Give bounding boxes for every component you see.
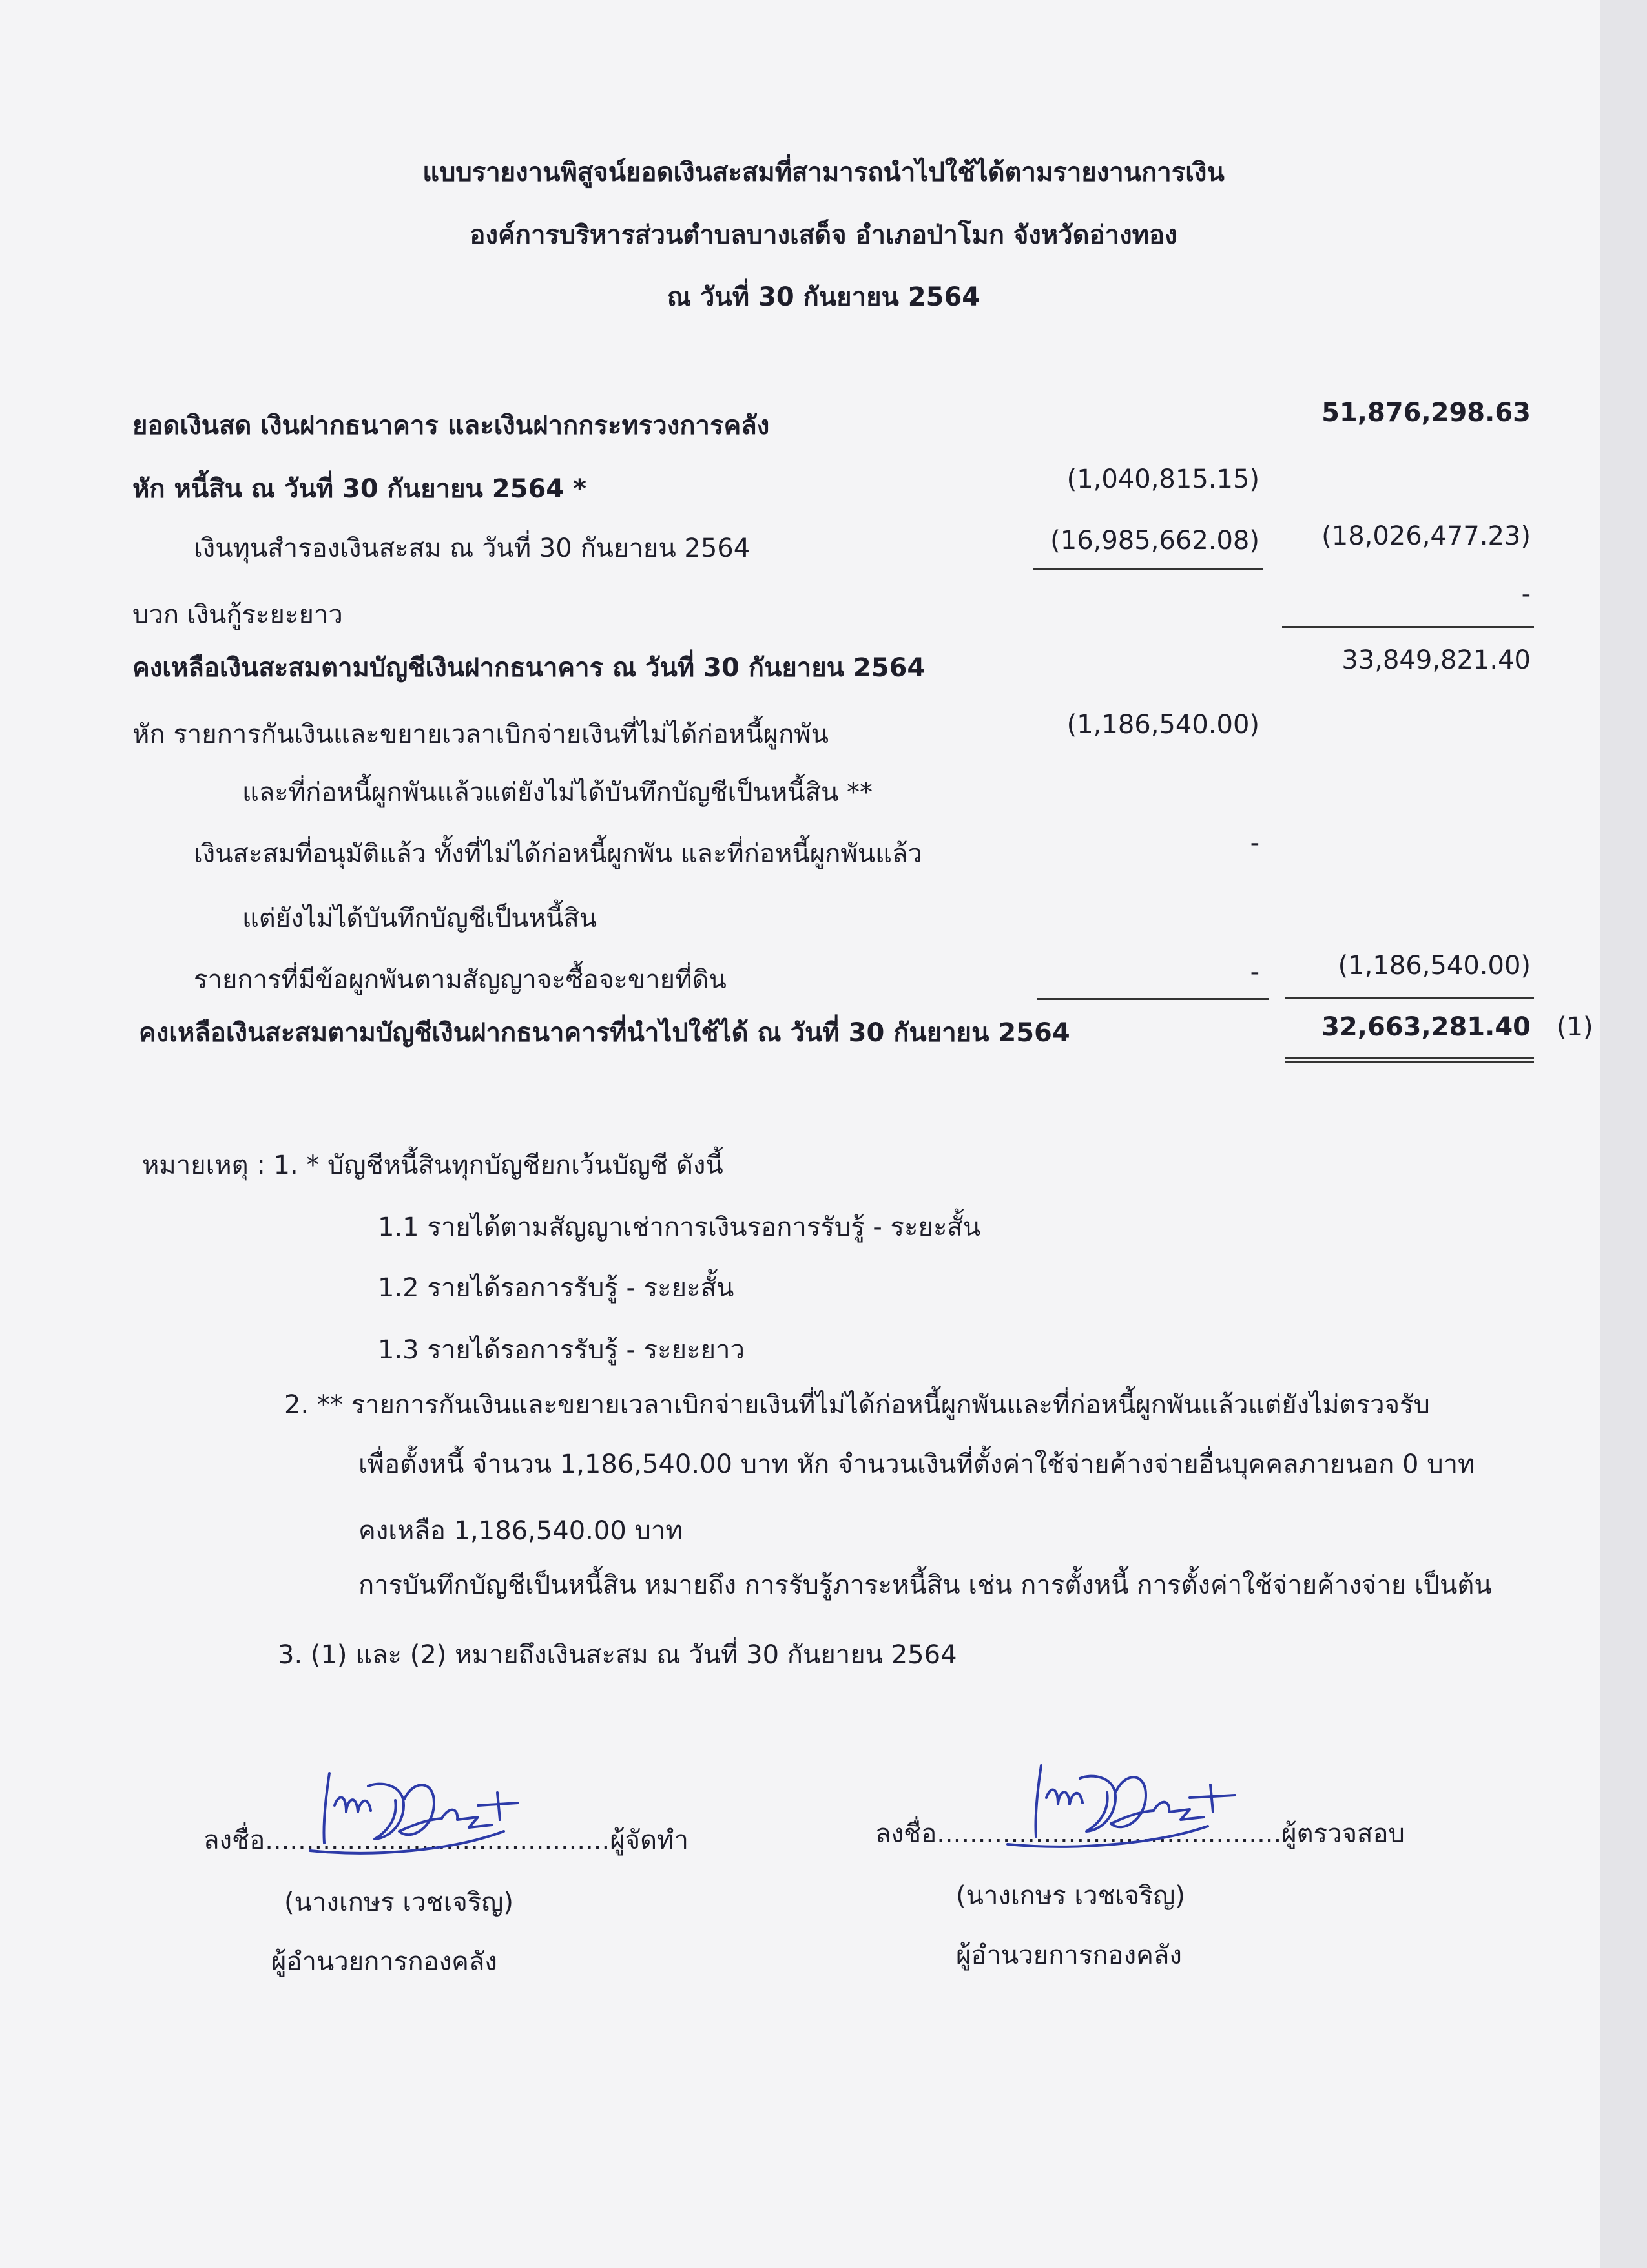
note-1-3: 1.3 รายได้รอการรับรู้ - ระยะยาว [378,1335,745,1365]
total-underline [1285,997,1534,999]
final-balance-label: คงเหลือเงินสะสมตามบัญชีเงินฝากธนาคารที่นำไปใช้ได้ ณ วันที่ 30 กันยายน 2564 [139,1018,1070,1048]
balance-underline [1282,626,1534,628]
cash-amount: 51,876,298.63 [1321,398,1531,428]
note-2-balance: คงเหลือ 1,186,540.00 บาท [358,1516,683,1546]
reserve-fund-label: เงินทุนสำรองเงินสะสม ณ วันที่ 30 กันยายน 2564 [194,534,751,563]
cash-label: ยอดเงินสด เงินฝากธนาคาร และเงินฝากกระทรวงการคลัง [132,411,770,441]
reviewer-name: (นางเกษร เวชเจริญ) [956,1881,1185,1911]
approved-reserve-label-cont: แต่ยังไม่ได้บันทึกบัญชีเป็นหนี้สิน [242,904,597,933]
approved-reserve-label: เงินสะสมที่อนุมัติแล้ว ทั้งที่ไม่ได้ก่อหนี้ผูกพัน และที่ก่อหนี้ผูกพันแล้ว [194,839,922,869]
deduction-underline [1037,998,1269,1000]
signature-line-preparer: ลงชื่อ..........................................ผู้จัดทำ [203,1826,689,1855]
approved-reserve-amount: - [1250,828,1259,858]
reserve-fund-amount: (16,985,662.08) [1050,526,1259,556]
scan-edge [1600,0,1647,2268]
note-2-detail: เพื่อตั้งหนี้ จำนวน 1,186,540.00 บาท หัก จำนวนเงินที่ตั้งค่าใช้จ่ายค้างจ่ายอื่นบุคคลภายนอก 0 บาท [358,1450,1475,1479]
land-contract-label: รายการที่มีข้อผูกพันตามสัญญาจะซื้อจะขายที่ดิน [194,965,727,995]
plus-loan-label: บวก เงินกู้ระยะยาว [132,600,343,630]
note-1: หมายเหตุ : 1. * บัญชีหนี้สินทุกบัญชียกเว้นบัญชี ดังนี้ [142,1150,723,1180]
final-double-underline [1285,1057,1534,1063]
organization-name: องค์การบริหารส่วนตำบลบางเสด็จ อำเภอป่าโมก จังหวัดอ่างทอง [470,220,1177,250]
deduction-total-amount: (1,186,540.00) [1338,951,1531,981]
reserve-total-amount: (18,026,477.23) [1321,521,1531,551]
subtotal-underline [1033,568,1263,570]
less-liabilities-amount: (1,040,815.15) [1066,464,1259,494]
plus-loan-amount: - [1521,579,1531,609]
note-1-2: 1.2 รายได้รอการรับรู้ - ระยะสั้น [378,1273,734,1303]
final-balance-ref: (1) [1557,1012,1593,1042]
preparer-position: ผู้อำนวยการกองคลัง [271,1947,497,1977]
balance-amount: 33,849,821.40 [1341,645,1531,675]
less-liabilities-label [132,472,586,506]
balance-label: คงเหลือเงินสะสมตามบัญชีเงินฝากธนาคาร ณ วันที่ 30 กันยายน 2564 [132,653,926,683]
note-2-definition: การบันทึกบัญชีเป็นหนี้สิน หมายถึง การรับรู้ภาระหนี้สิน เช่น การตั้งหนี้ การตั้งค่าใช้จ่ายค้างจ่าย เป็นต้น [358,1570,1492,1600]
signature-preparer-icon [284,1760,555,1870]
preparer-name: (นางเกษร เวชเจริญ) [284,1888,513,1917]
less-liabilities-text: หัก หนี้สิน ณ วันที่ 30 กันยายน 2564 * [132,474,586,504]
signature-reviewer-icon [995,1754,1272,1864]
note-1-1: 1.1 รายได้ตามสัญญาเช่าการเงินรอการรับรู้ - ระยะสั้น [378,1212,981,1242]
report-date: ณ วันที่ 30 กันยายน 2564 [667,282,980,312]
land-contract-amount: - [1250,957,1259,987]
reviewer-position: ผู้อำนวยการกองคลัง [956,1940,1182,1970]
less-reserved-label-cont: และที่ก่อหนี้ผูกพันแล้วแต่ยังไม่ได้บันทึกบัญชีเป็นหนี้สิน ** [242,778,873,807]
final-balance-amount: 32,663,281.40 [1321,1012,1531,1042]
less-reserved-label: หัก รายการกันเงินและขยายเวลาเบิกจ่ายเงินที่ไม่ได้ก่อหนี้ผูกพัน [132,720,829,749]
less-reserved-amount: (1,186,540.00) [1066,710,1259,740]
signature-line-reviewer: ลงชื่อ..........................................ผู้ตรวจสอบ [875,1819,1405,1849]
note-2: 2. ** รายการกันเงินและขยายเวลาเบิกจ่ายเงินที่ไม่ได้ก่อหนี้ผูกพันและที่ก่อหนี้ผูกพันแล้วแต่ยังไม่ตรวจรับ [284,1390,1430,1420]
report-title: แบบรายงานพิสูจน์ยอดเงินสะสมที่สามารถนำไปใช้ได้ตามรายงานการเงิน [422,158,1225,187]
note-3: 3. (1) และ (2) หมายถึงเงินสะสม ณ วันที่ 30 กันยายน 2564 [278,1640,957,1670]
